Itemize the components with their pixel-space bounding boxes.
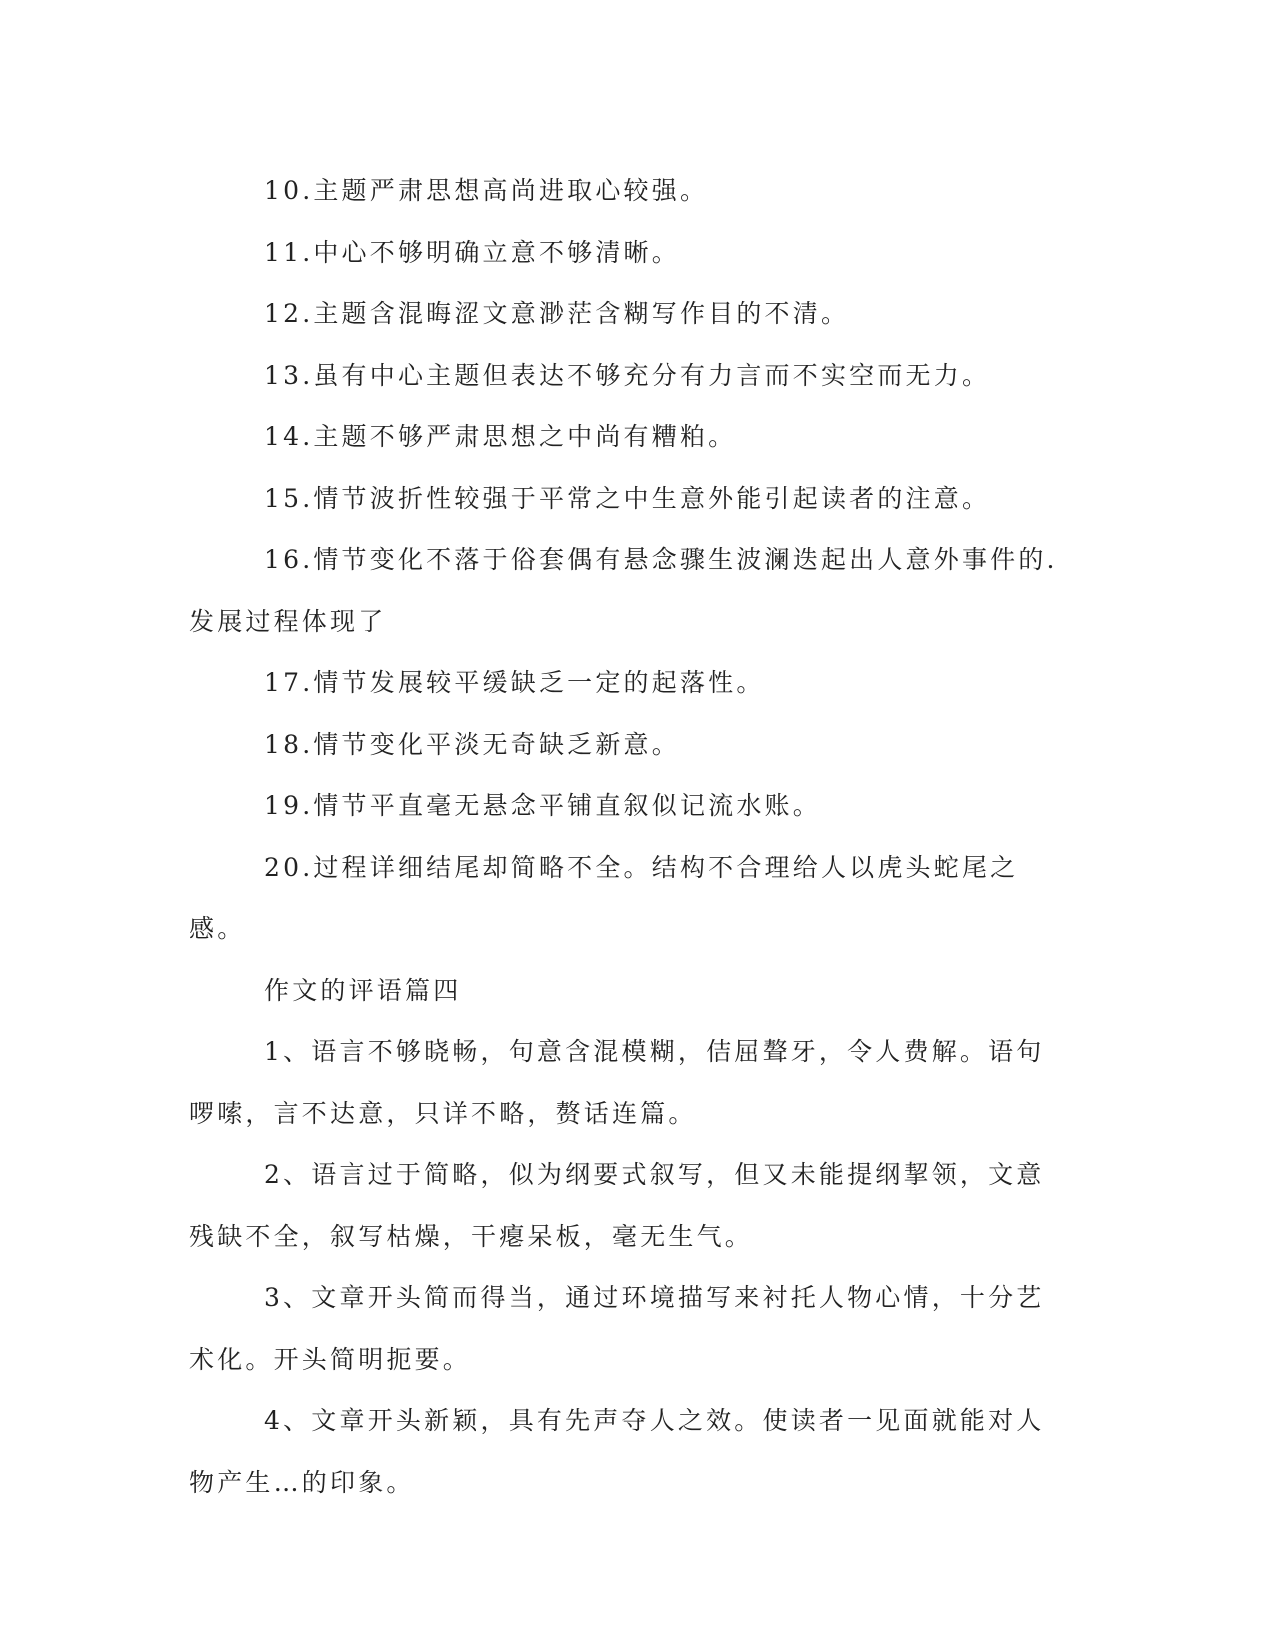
paragraph-item-17: 17.情节发展较平缓缺乏一定的起落性。 xyxy=(264,668,765,697)
paragraph-item-11: 11.中心不够明确立意不够清晰。 xyxy=(264,237,680,267)
comment-item-4: 4、文章开头新颖，具有先声夺人之效。使读者一见面就能对人物产生…的印象。 xyxy=(189,1406,1045,1497)
comment-item-1: 1、语言不够晓畅，句意含混模糊，佶屈聱牙，令人费解。语句啰嗦，言不达意，只详不略，赘话连篇。 xyxy=(189,1037,1045,1128)
paragraph-item-13: 13.虽有中心主题但表达不够充分有力言而不实空而无力。 xyxy=(264,360,991,390)
paragraph-item-18: 18.情节变化平淡无奇缺乏新意。 xyxy=(264,729,680,759)
section-heading: 作文的评语篇四 xyxy=(264,975,462,1005)
comment-item-3: 3、文章开头简而得当，通过环境描写来衬托人物心情，十分艺术化。开头简明扼要。 xyxy=(189,1283,1045,1374)
paragraph-item-20: 20.过程详细结尾却简略不全。结构不合理给人以虎头蛇尾之感。 xyxy=(189,852,1019,943)
document-body xyxy=(189,160,1069,1513)
paragraph-item-14: 14.主题不够严肃思想之中尚有糟粕。 xyxy=(264,422,737,451)
paragraph-item-19: 19.情节平直毫无悬念平铺直叙似记流水账。 xyxy=(264,791,821,820)
comment-item-2: 2、语言过于简略，似为纲要式叙写，但又未能提纲挈领，文意残缺不全，叙写枯燥，干瘪呆板，毫无生气。 xyxy=(189,1160,1045,1251)
paragraph-item-16: 16.情节变化不落于俗套偶有悬念骤生波澜迭起出人意外事件的.发展过程体现了 xyxy=(189,545,1058,636)
paragraph-item-10: 10.主题严肃思想高尚进取心较强。 xyxy=(264,176,709,205)
paragraph-item-12: 12.主题含混晦涩文意渺茫含糊写作目的不清。 xyxy=(264,299,850,328)
paragraph-item-15: 15.情节波折性较强于平常之中生意外能引起读者的注意。 xyxy=(264,483,991,513)
